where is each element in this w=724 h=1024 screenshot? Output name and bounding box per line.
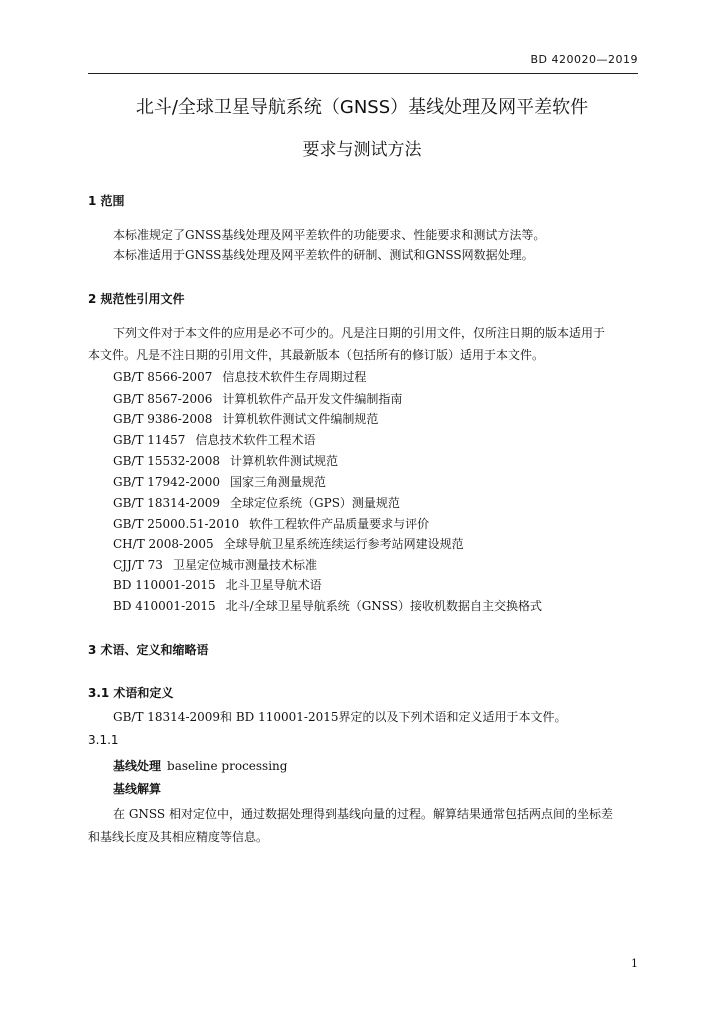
reference-code: GB/T 25000.51-2010 xyxy=(113,517,240,531)
reference-item xyxy=(113,473,326,490)
reference-title: 计算机软件产品开发文件编制指南 xyxy=(222,392,403,406)
section-1-heading: 1 范围 xyxy=(88,194,125,208)
document-subtitle: 要求与测试方法 xyxy=(302,140,422,160)
reference-title: 全球定位系统（GPS）测量规范 xyxy=(230,496,400,510)
document-title: 北斗/全球卫星导航系统（GNSS）基线处理及网平差软件 xyxy=(135,97,589,118)
reference-title: 全球导航卫星系统连续运行参考站网建设规范 xyxy=(223,537,464,551)
reference-code: CH/T 2008-2005 xyxy=(113,537,214,551)
reference-code: GB/T 8566-2007 xyxy=(113,370,213,384)
reference-title: 北斗/全球卫星导航系统（GNSS）接收机数据自主交换格式 xyxy=(225,599,543,613)
reference-title: 北斗卫星导航术语 xyxy=(225,578,322,592)
reference-title: 信息技术软件工程术语 xyxy=(195,433,316,447)
reference-code: BD 110001-2015 xyxy=(113,578,216,592)
reference-title: 计算机软件测试规范 xyxy=(230,454,339,468)
reference-item xyxy=(113,494,400,511)
reference-item xyxy=(113,556,317,573)
term-english: baseline processing xyxy=(167,759,288,773)
section-3-heading: 3 术语、定义和缩略语 xyxy=(88,643,209,657)
reference-item xyxy=(113,431,315,448)
section-1-paragraph: 本标准规定了GNSS基线处理及网平差软件的功能要求、性能要求和测试方法等。 xyxy=(113,228,546,242)
header-rule xyxy=(88,73,638,74)
reference-code: GB/T 15532-2008 xyxy=(113,454,221,468)
reference-code: GB/T 17942-2000 xyxy=(113,475,221,489)
page-number: 1 xyxy=(631,957,638,970)
section-2-intro: 下列文件对于本文件的应用是必不可少的。凡是注日期的引用文件，仅所注日期的版本适用于 xyxy=(113,326,606,340)
section-3-1-1-heading: 3.1.1 xyxy=(88,733,119,747)
term-entry xyxy=(113,757,287,774)
reference-item xyxy=(113,452,338,469)
section-2-intro: 本文件。凡是不注日期的引用文件，其最新版本（包括所有的修订版）适用于本文件。 xyxy=(88,348,545,362)
term-definition: 在 GNSS 相对定位中，通过数据处理得到基线向量的过程。解算结果通常包括两点间的坐标差 xyxy=(113,807,613,821)
reference-code: CJJ/T 73 xyxy=(113,558,163,572)
term-alternate: 基线解算 xyxy=(113,782,162,796)
reference-item xyxy=(113,410,378,427)
reference-title: 信息技术软件生存周期过程 xyxy=(222,370,367,384)
reference-title: 计算机软件测试文件编制规范 xyxy=(222,412,379,426)
reference-item xyxy=(113,368,366,385)
reference-title: 卫星定位城市测量技术标准 xyxy=(172,558,317,572)
section-3-1-text: GB/T 18314-2009和 BD 110001-2015界定的以及下列术语和定义适用于本文件。 xyxy=(113,710,567,724)
reference-code: GB/T 9386-2008 xyxy=(113,412,213,426)
standard-number: BD 420020—2019 xyxy=(530,53,638,66)
reference-item xyxy=(113,597,542,614)
reference-code: GB/T 18314-2009 xyxy=(113,496,221,510)
term-chinese: 基线处理 xyxy=(113,759,162,773)
reference-item xyxy=(113,390,402,407)
reference-title: 国家三角测量规范 xyxy=(230,475,327,489)
reference-code: GB/T 11457 xyxy=(113,433,186,447)
reference-title: 软件工程软件产品质量要求与评价 xyxy=(249,517,430,531)
section-1-paragraph: 本标准适用于GNSS基线处理及网平差软件的研制、测试和GNSS网数据处理。 xyxy=(113,248,534,262)
reference-item xyxy=(113,515,429,532)
reference-code: BD 410001-2015 xyxy=(113,599,216,613)
reference-item xyxy=(113,535,464,552)
reference-code: GB/T 8567-2006 xyxy=(113,392,213,406)
section-2-heading: 2 规范性引用文件 xyxy=(88,292,185,306)
section-3-1-heading: 3.1 术语和定义 xyxy=(88,686,174,700)
term-definition: 和基线长度及其相应精度等信息。 xyxy=(88,830,269,844)
reference-item xyxy=(113,576,322,593)
